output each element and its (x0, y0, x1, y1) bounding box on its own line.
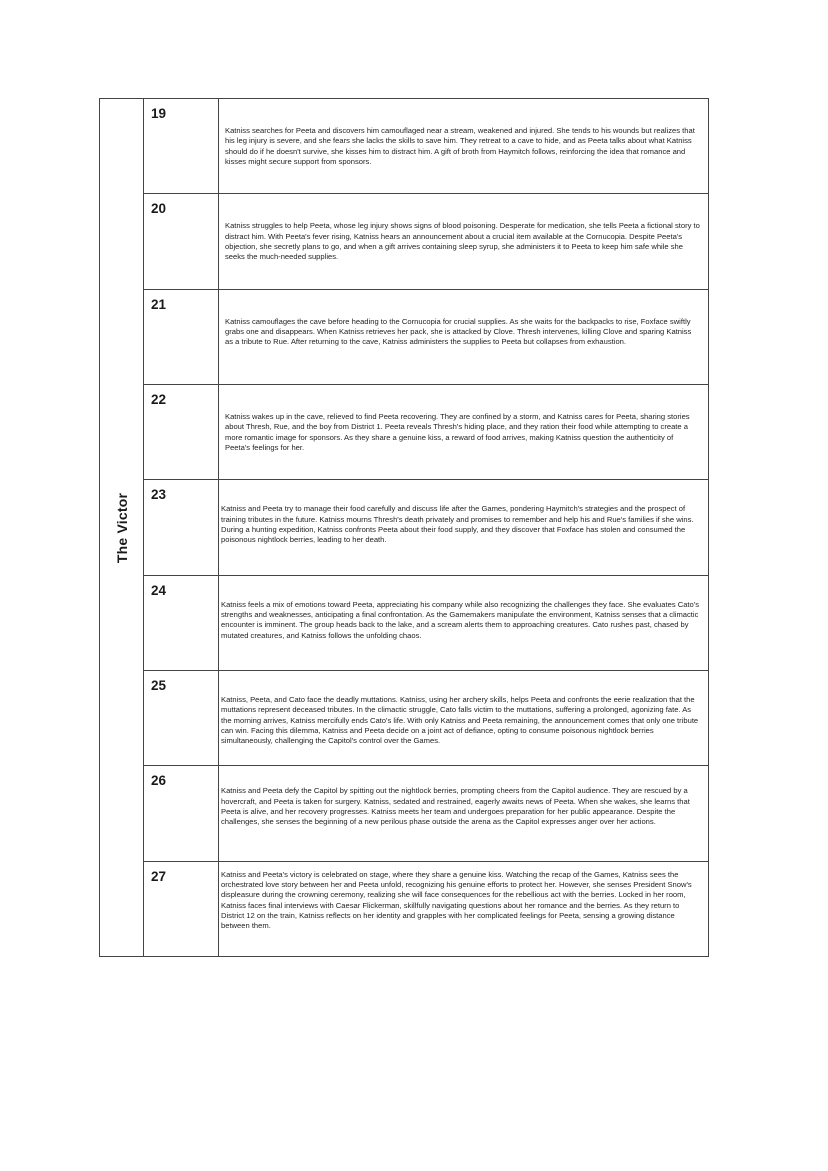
chapter-number-cell (144, 766, 219, 860)
chapter-number-cell (144, 480, 219, 574)
chapter-summary: Katniss, Peeta, and Cato face the deadly muttations. Katniss, using her archery skills, helps Peeta and confronts the eerie realization that the muttations represent deceased tributes. In the climactic struggle, Cato falls victim to the muttations, suffering a prolonged, agonizing fate. As the morning arrives, Katniss mercifully ends Cato's life. With only Katniss and Peeta remaining, the announcement comes that only one tribute can win. Facing this dilemma, Katniss and Peeta decide on a joint act of defiance, opting to consume poisonous nightlock berries simultaneously, challenging the Capitol's control over the Games. (221, 694, 699, 746)
chapter-summary: Katniss feels a mix of emotions toward Peeta, appreciating his company while also recognizing the challenges they face. She evaluates Cato's strengths and weaknesses, anticipating a final confrontation. As the Gamemakers manipulate the environment, Katniss senses that a climactic encounter is imminent. The group heads back to the lake, and a scream alerts them to approaching creatures. Cato rushes past, chased by mutated creatures, and Katniss follows the unfolding chaos. (221, 599, 700, 640)
chapter-row (144, 671, 708, 766)
chapter-row (144, 385, 708, 480)
chapter-summary-cell (219, 194, 708, 288)
chapter-number: 19 (151, 106, 167, 121)
chapter-number: 25 (151, 677, 167, 693)
chapter-number: 21 (151, 296, 167, 312)
chapter-summary-cell (219, 576, 708, 670)
chapter-summary: Katniss and Peeta try to manage their food carefully and discuss life after the Games, pondering Haymitch's strategies and the prospect of training tributes in the future. Katniss mourns Thresh's death privately and promises to remember and help his and Rue's families if she wins. During a hunting expedition, Katniss confronts Peeta about their food supply, and they discover that Foxface has stolen and consumed the poisonous nightlock berries, leading to her death. (221, 504, 694, 545)
chapter-summary-cell (219, 290, 708, 384)
chapter-number: 27 (151, 868, 167, 884)
chapter-row (144, 194, 708, 289)
chapter-row (144, 99, 708, 194)
chapter-number-cell (144, 862, 219, 957)
chapter-number-cell (144, 99, 219, 193)
chapter-table (99, 98, 709, 957)
chapter-row (144, 862, 708, 957)
chapter-row (144, 480, 708, 575)
chapter-number: 26 (151, 773, 167, 789)
chapter-summary: Katniss and Peeta defy the Capitol by spitting out the nightlock berries, prompting cheers from the Capitol audience. They are rescued by a hovercraft, and Peeta is taken for surgery. Katniss, sedated and restrained, eagerly awaits news of Peeta. When she wakes, she learns that Peeta is alive, and her recovery progresses. Katniss meets her team and undergoes preparation for her public appearance. Despite the challenges, she senses the beginning of a new perilous phase outside the arena as the Capitol expresses anger over her actions. (221, 786, 690, 827)
chapter-summary: Katniss and Peeta's victory is celebrated on stage, where they share a genuine kiss. Watching the recap of the Games, Katniss sees the orchestrated love story between her and Peeta unfold, recognizing his genuine efforts to protect her. However, she senses President Snow's displeasure during the crowning ceremony, realizing she will face consequences for the rebellious act with the berries. Locked in her room, Katniss faces final interviews with Caesar Flickerman, skillfully navigating questions about her romance and the berries. As they return to District 12 on the train, Katniss reflects on her identity and grapples with her complicated feelings for Peeta, sensing a growing distance between them. (221, 869, 692, 931)
chapter-number-cell (144, 290, 219, 384)
chapter-number-cell (144, 194, 219, 288)
chapter-number: 22 (151, 391, 167, 407)
chapter-summary: Katniss searches for Peeta and discovers him camouflaged near a stream, weakened and injured. She tends to his wounds but realizes that his leg injury is severe, and she fears she lacks the skills to save him. They retreat to a cave to hide, and as Peeta talks about what Katniss should do if he doesn't survive, she kisses him to distract him. A gift of broth from Haymitch follows, reinforcing the idea that romance and kisses might secure support from sponsors. (225, 126, 695, 166)
chapter-number: 24 (151, 582, 167, 598)
chapter-summary-cell (219, 480, 708, 574)
chapter-row (144, 576, 708, 671)
chapter-summary-cell (219, 766, 708, 860)
chapter-summary-cell (219, 671, 708, 765)
part-title: The Victor (113, 492, 130, 563)
chapter-summary: Katniss camouflages the cave before heading to the Cornucopia for crucial supplies. As she waits for the backpacks to rise, Foxface swiftly grabs one and disappears. When Katniss retrieves her pack, she is attacked by Clove. Thresh intervenes, killing Clove and sparing Katniss as a tribute to Rue. After returning to the cave, Katniss administers the supplies to Peeta but collapses from exhaustion. (225, 316, 692, 347)
chapter-summary-cell (219, 385, 708, 479)
chapter-summary-cell (219, 862, 708, 957)
chapter-number-cell (144, 671, 219, 765)
chapter-number: 23 (151, 487, 167, 503)
chapter-summary: Katniss wakes up in the cave, relieved to find Peeta recovering. They are confined by a storm, and Katniss cares for Peeta, sharing stories about Thresh, Rue, and the boy from District 1. Peeta reveals Thresh's hiding place, and they ration their food while attempting to create a more romantic image for sponsors. As they share a genuine kiss, a reward of food arrives, making Katniss question the authenticity of Peeta's feelings for her. (225, 411, 690, 452)
chapter-row (144, 766, 708, 861)
chapter-number-cell (144, 576, 219, 670)
chapter-rows (144, 99, 708, 956)
chapter-summary: Katniss struggles to help Peeta, whose leg injury shows signs of blood poisoning. Desperate for medication, she tells Peeta a fictional story to distract him. With Peeta's fever rising, Katniss hears an announcement about a crucial item available at the Cornucopia. Despite Peeta's objection, she secretly plans to go, and when a gift arrives containing sleep syrup, she administers it to Peeta to keep him safe while she seeks the much-needed supplies. (225, 221, 700, 262)
chapter-row (144, 290, 708, 385)
chapter-summary-cell (219, 99, 708, 193)
part-column (100, 99, 144, 956)
chapter-number-cell (144, 385, 219, 479)
chapter-number: 20 (151, 201, 167, 217)
